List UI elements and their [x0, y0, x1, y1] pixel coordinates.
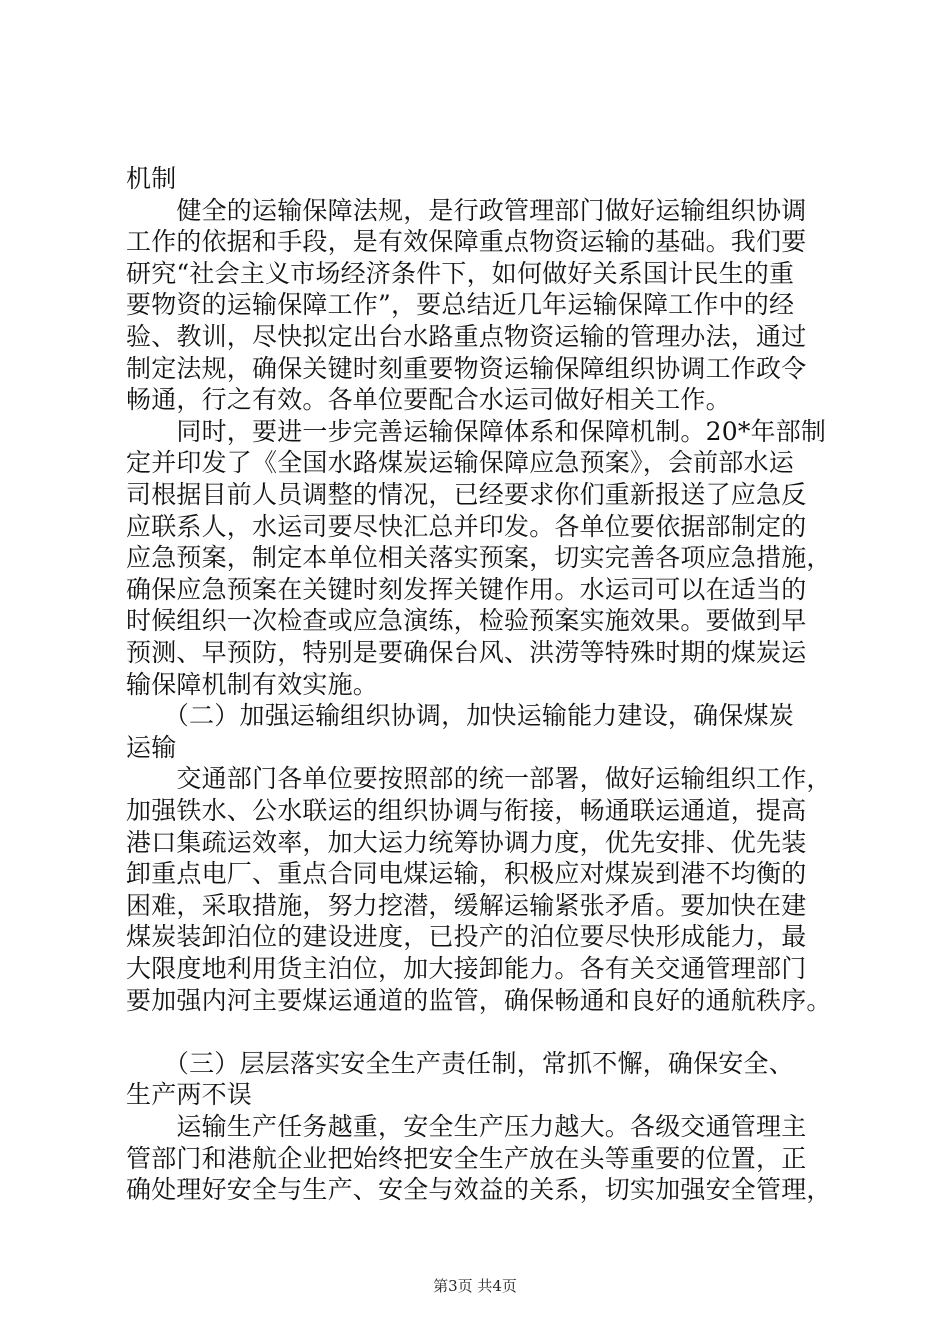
text-line: 困难，采取措施，努力挖潜，缓解运输紧张矛盾。要加快在建 — [126, 890, 807, 920]
text-line: 加强铁水、公水联运的组织协调与衔接，畅通联运通道，提高 — [126, 796, 807, 825]
text-line: 运输 — [126, 732, 177, 762]
text-line: 运输生产任务越重，安全生产压力越大。各级交通管理主 — [126, 1112, 807, 1141]
text-line: 预测、早预防，特别是要确保台风、洪涝等特殊时期的煤炭运 — [126, 638, 807, 667]
text-line: 确保应急预案在关键时刻发挥关键作用。水运司可以在适当的 — [126, 574, 807, 604]
text-line: （二）加强运输组织协调，加快运输能力建设，确保煤炭 — [126, 701, 794, 731]
text-line: 大限度地利用货主泊位，加大接卸能力。各有关交通管理部门 — [126, 954, 807, 983]
text-line: 应联系人，水运司要尽快汇总并印发。各单位要依据部制定的 — [126, 511, 807, 541]
text-line: 输保障机制有效实施。 — [126, 669, 379, 699]
text-line: 健全的运输保障法规，是行政管理部门做好运输组织协调 — [126, 195, 807, 225]
text-line: 验、教训，尽快拟定出台水路重点物资运输的管理办法，通过 — [126, 322, 807, 351]
text-line: 司根据目前人员调整的情况，已经要求你们重新报送了应急反 — [126, 480, 807, 509]
text-line: 确处理好安全与生产、安全与效益的关系，切实加强安全管理， — [126, 1175, 832, 1205]
text-line: 要物资的运输保障工作”，要总结近几年运输保障工作中的经 — [126, 290, 795, 320]
text-line: 要加强内河主要煤运通道的监管，确保畅通和良好的通航秩序。 — [126, 985, 832, 1015]
text-line: 定并印发了《全国水路煤炭运输保障应急预案》，会前部水运 — [126, 448, 794, 478]
text-line: 时候组织一次检查或应急演练，检验预案实施效果。要做到早 — [126, 606, 807, 636]
text-line: 工作的依据和手段，是有效保障重点物资运输的基础。我们要 — [126, 227, 807, 257]
text-line: 研究“社会主义市场经济条件下，如何做好关系国计民生的重 — [126, 258, 795, 288]
text-line: （三）层层落实安全生产责任制，常抓不懈，确保安全、 — [126, 1048, 794, 1078]
text-line: 交通部门各单位要按照部的统一部署，做好运输组织工作， — [126, 764, 832, 794]
text-line: 卸重点电厂、重点合同电煤运输，积极应对煤炭到港不均衡的 — [126, 859, 807, 889]
text-line: 制定法规，确保关键时刻重要物资运输保障组织协调工作政令 — [126, 353, 807, 383]
text-line: 煤炭装卸泊位的建设进度，已投产的泊位要尽快形成能力，最 — [126, 922, 807, 952]
text-line: 畅通，行之有效。各单位要配合水运司做好相关工作。 — [126, 385, 731, 415]
page-footer: 第3页 共4页 — [433, 1277, 517, 1295]
text-line: 港口集疏运效率，加大运力统筹协调力度，优先安排、优先装 — [126, 827, 807, 857]
text-line: 应急预案，制定本单位相关落实预案，切实完善各项应急措施， — [126, 543, 832, 573]
text-line: 机制 — [126, 164, 177, 193]
text-line: 生产两不误 — [126, 1080, 253, 1110]
text-line: 同时，要进一步完善运输保障体系和保障机制。20*年部制 — [126, 416, 827, 446]
text-line: 管部门和港航企业把始终把安全生产放在头等重要的位置，正 — [126, 1143, 807, 1173]
